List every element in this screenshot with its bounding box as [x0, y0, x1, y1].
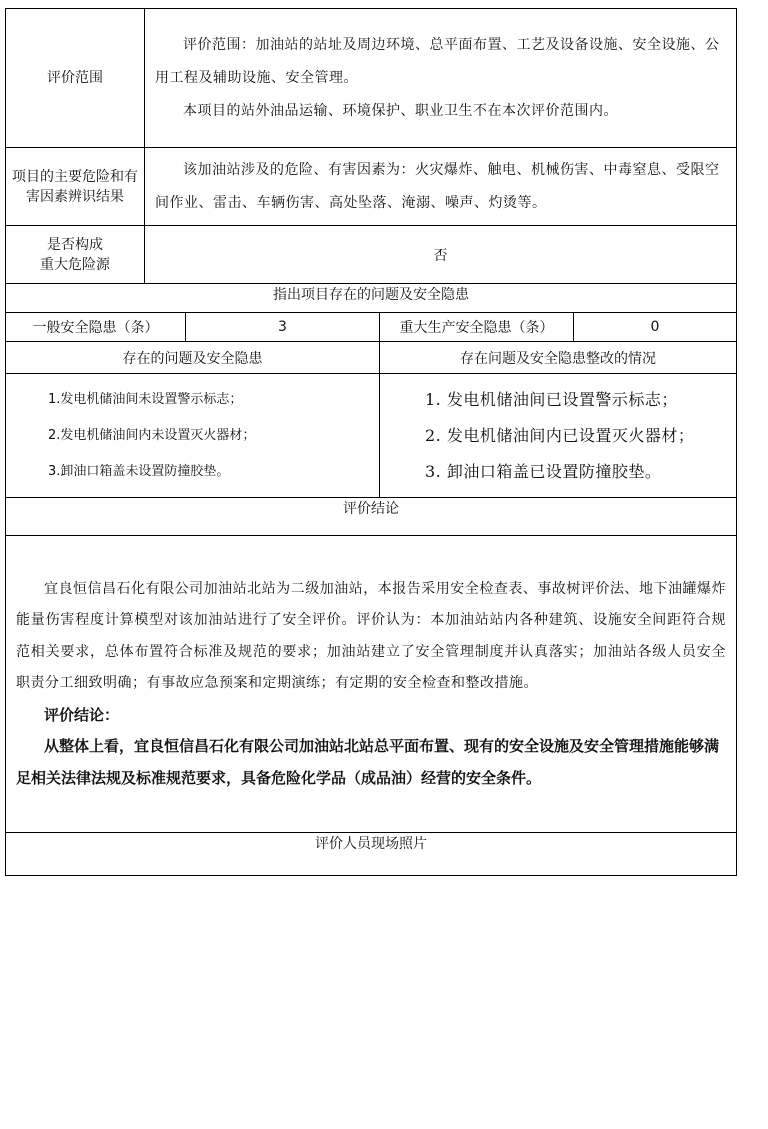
major-hazard-row [6, 226, 736, 284]
conclusion-body: 宜良恒信昌石化有限公司加油站北站为二级加油站，本报告采用安全检查表、事故树评价法、地下油罐爆炸能量伤害程度计算模型对该加油站进行了安全评价。评价认为：本加油站站内各种建筑、设施安全间距符合规范相关要求，总体布置符合标准及规范的要求；加油站建立了安全管理制度并认真落实；加油站各级人员安全职责分工细致明确；有事故应急预案和定期演练；有定期的安全检查和整改措施。 [16, 580, 726, 692]
fixes-header: 存在问题及安全隐患整改的情况 [460, 350, 656, 367]
general-issues-count: 3 [186, 313, 380, 341]
photos-title: 评价人员现场照片 [315, 836, 427, 852]
scope-text: 评价范围：加油站的站址及周边环境、总平面布置、工艺及设备设施、安全设施、公用工程及辅助设施、安全管理。 [155, 36, 720, 86]
major-hazard-label [6, 226, 145, 283]
hazards-row [6, 148, 736, 226]
issues-list-row [6, 374, 736, 498]
problem-item: 3.卸油口箱盖未设置防撞胶垫。 [48, 463, 230, 479]
conclusion-title: 评价结论 [6, 498, 736, 536]
conclusion-content [6, 574, 736, 795]
hazards-content [145, 148, 736, 225]
conclusion-final: 从整体上看，宜良恒信昌石化有限公司加油站北站总平面布置、现有的安全设施及安全管理措施能够满足相关法律法规及标准规范要求，具备危险化学品（成品油）经营的安全条件。 [16, 737, 720, 787]
fix-item: 3. 卸油口箱盖已设置防撞胶垫。 [425, 461, 662, 481]
scope-exclusion-text: 本项目的站外油品运输、环境保护、职业卫生不在本次评价范围内。 [183, 102, 618, 119]
fix-item: 1. 发电机储油间已设置警示标志； [425, 389, 678, 409]
major-hazard-label-line2: 重大危险源 [40, 256, 110, 273]
conclusion-heading: 评价结论： [44, 705, 120, 724]
issues-title: 指出项目存在的问题及安全隐患 [6, 284, 736, 313]
problems-header: 存在的问题及安全隐患 [6, 342, 380, 373]
hazards-label: 项目的主要危险和有害因素辨识结果 [6, 148, 145, 225]
problem-item: 2.发电机储油间内未设置灭火器材； [48, 427, 256, 443]
fixes-list [380, 374, 736, 497]
major-issues-count: 0 [650, 319, 660, 335]
problem-item: 1.发电机储油间未设置警示标志； [48, 391, 243, 407]
major-hazard-value: 否 [433, 247, 448, 264]
scope-content [145, 9, 736, 147]
major-hazard-label-line1: 是否构成 [47, 236, 103, 253]
scope-label: 评价范围 [6, 9, 145, 147]
conclusion-row [6, 536, 736, 833]
fix-item: 2. 发电机储油间内已设置灭火器材； [425, 425, 695, 445]
issues-header-row [6, 342, 736, 374]
problems-list [6, 374, 380, 497]
hazards-text: 该加油站涉及的危险、有害因素为：火灾爆炸、触电、机械伤害、中毒窒息、受限空间作业、雷击、车辆伤害、高处坠落、淹溺、噪声、灼烫等。 [155, 161, 720, 211]
scope-row [6, 9, 736, 148]
general-issues-label: 一般安全隐患（条） [6, 313, 186, 341]
evaluation-summary-table [5, 8, 737, 876]
issue-counts-row [6, 313, 736, 342]
major-issues-label: 重大生产安全隐患（条） [380, 313, 574, 341]
